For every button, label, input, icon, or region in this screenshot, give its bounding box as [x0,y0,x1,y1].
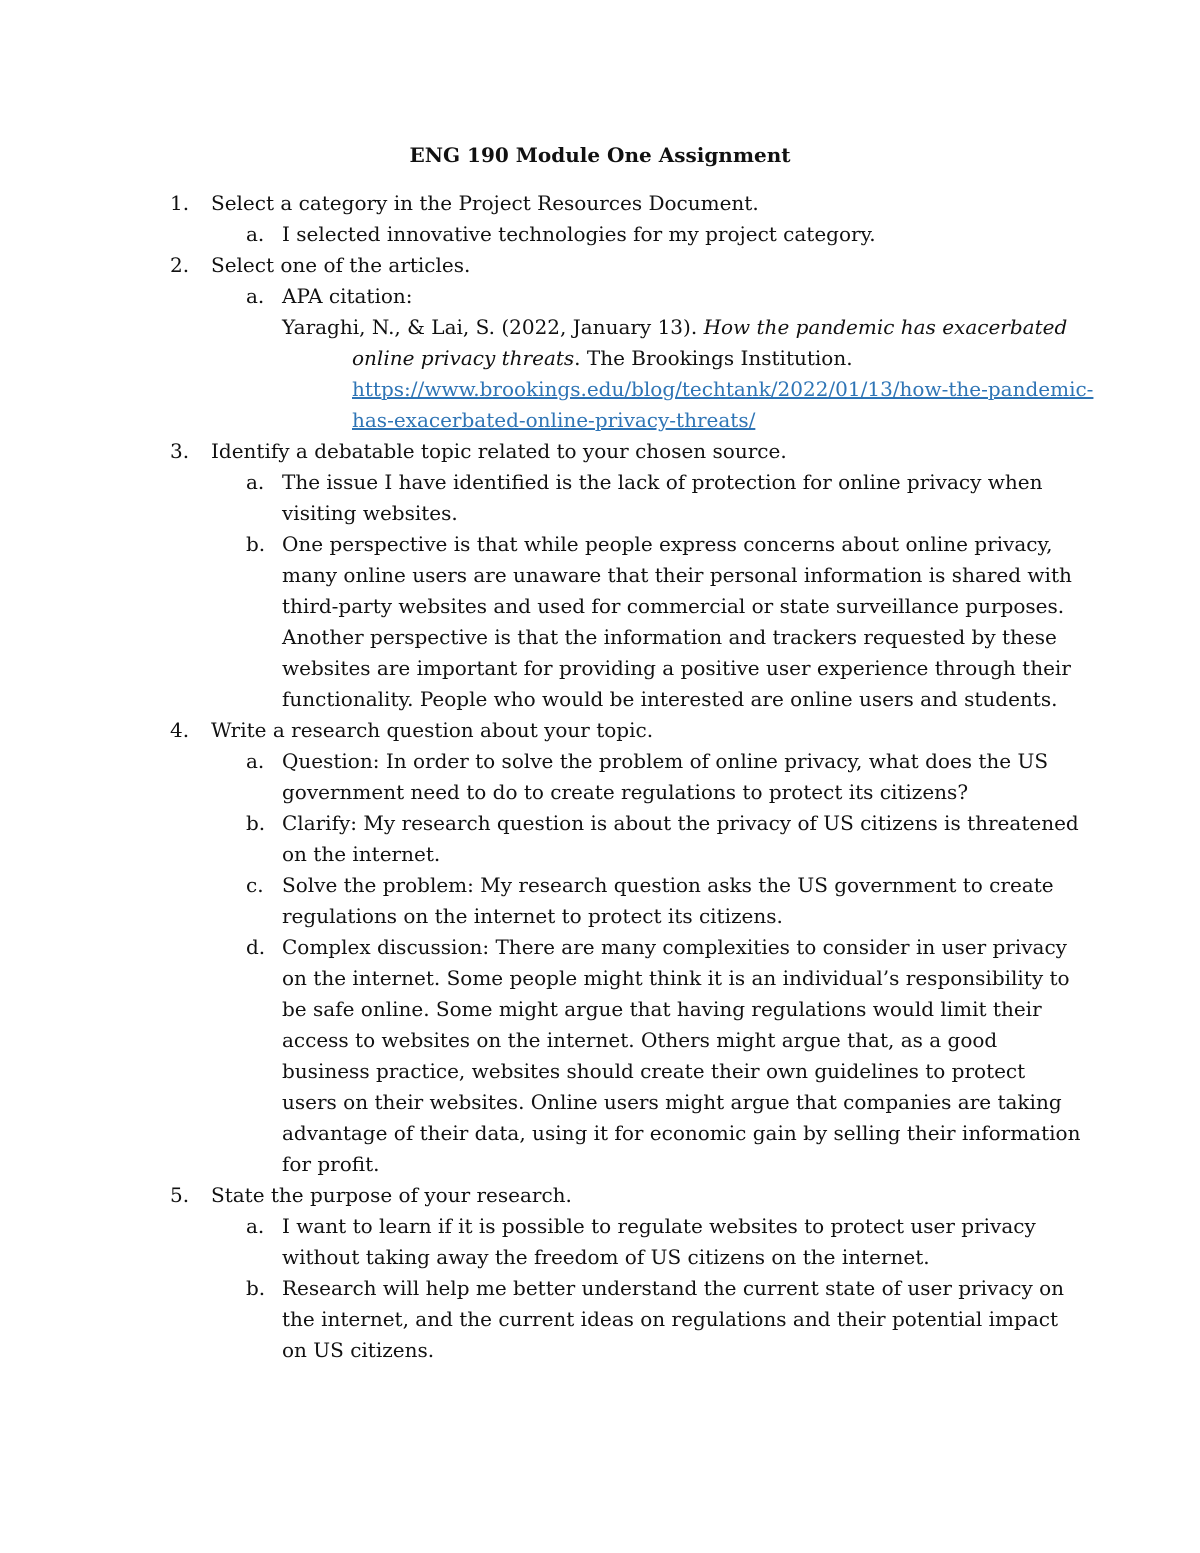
sub-letter: b. [246,1276,266,1300]
sub-letter: b. [246,532,266,556]
sub-letter: a. [246,470,265,494]
list-item-2 [0,250,1200,281]
sub-item-4b [0,808,1200,870]
numbered-list [0,188,1200,1366]
sub-letter: a. [246,222,265,246]
sub-item-text: Solve the problem: My research question asks the US government to create regulations on the internet to protect its citizens. [282,873,1054,928]
list-number: 3. [170,439,190,463]
sub-item-5a [0,1211,1200,1273]
sub-letter: a. [246,284,265,308]
list-number: 1. [170,191,190,215]
list-item-text: State the purpose of your research. [211,1183,572,1207]
list-item-text: Select a category in the Project Resources Document. [211,191,759,215]
sub-letter: d. [246,935,266,959]
sub-item-4c [0,870,1200,932]
sub-letter: a. [246,1214,265,1238]
list-item-text: Identify a debatable topic related to your chosen source. [211,439,787,463]
list-item-4 [0,715,1200,746]
sub-item-5b [0,1273,1200,1366]
list-number: 2. [170,253,190,277]
list-item-5 [0,1180,1200,1211]
sub-item-text: The issue I have identified is the lack of protection for online privacy when visiting websites. [282,470,1043,525]
citation-url-link[interactable]: https://www.brookings.edu/blog/techtank/2022/01/13/how-the-pandemic-has-exacerbated-online-privacy-threats/ [352,377,1094,432]
list-number: 4. [170,718,190,742]
list-item-3 [0,436,1200,467]
sub-letter: c. [246,873,264,897]
sub-item-4d [0,932,1200,1180]
sub-item-3b [0,529,1200,715]
sub-item-2a [0,281,1200,312]
sub-item-4a [0,746,1200,808]
citation-authors-date: Yaraghi, N., & Lai, S. (2022, January 13). [282,315,704,339]
sub-item-text: Complex discussion: There are many complexities to consider in user privacy on the internet. Some people might think it is an individual’s responsibility to be safe online. Some might argue that having regulations would limit their access to websites on the internet. Others might argue that, as a good business practice, websites should create their own guidelines to protect users on their websites. Online users might argue that companies are taking advantage of their data, using it for economic gain by selling their information for profit. [282,935,1081,1176]
sub-item-1a [0,219,1200,250]
apa-citation [282,312,1122,436]
sub-item-3a [0,467,1200,529]
list-item-text: Write a research question about your topic. [211,718,654,742]
sub-item-text: I selected innovative technologies for my project category. [282,222,876,246]
document-title: ENG 190 Module One Assignment [409,143,791,167]
sub-item-text: APA citation: [282,284,413,308]
list-number: 5. [170,1183,190,1207]
sub-item-text: I want to learn if it is possible to regulate websites to protect user privacy without taking away the freedom of US citizens on the internet. [282,1214,1036,1269]
citation-publisher: The Brookings Institution. [580,346,853,370]
sub-letter: b. [246,811,266,835]
sub-item-text: Question: In order to solve the problem of online privacy, what does the US government need to do to create regulations to protect its citizens? [282,749,1049,804]
sub-item-text: Clarify: My research question is about the privacy of US citizens is threatened on the internet. [282,811,1079,866]
list-item-1 [0,188,1200,219]
sub-item-text: Research will help me better understand the current state of user privacy on the internet, and the current ideas on regulations and their potential impact on US citizens. [282,1276,1065,1362]
citation-title-period: . [574,346,581,370]
sub-item-text: One perspective is that while people express concerns about online privacy, many online users are unaware that their personal information is shared with third-party websites and used for commercial or state surveillance purposes. Another perspective is that the information and trackers requested by these websites are important for providing a positive user experience through their functionality. People who would be interested are online users and students. [282,532,1072,711]
citation-article-title: How the pandemic has exacerbated online privacy threats [352,315,1068,370]
list-item-text: Select one of the articles. [211,253,471,277]
sub-letter: a. [246,749,265,773]
